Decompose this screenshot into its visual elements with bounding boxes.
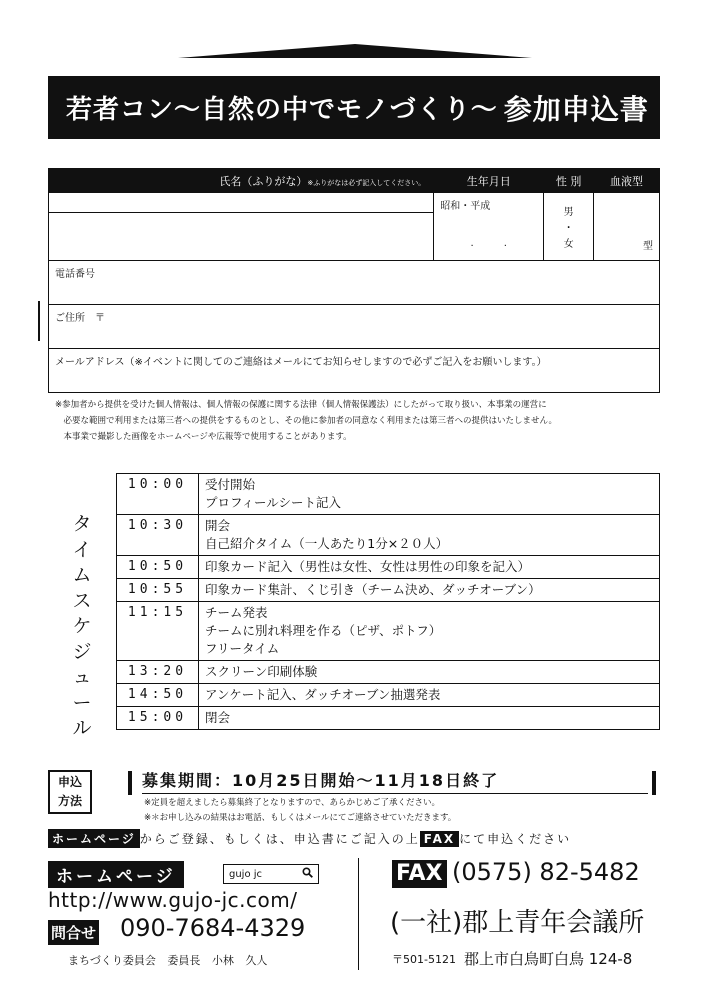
date-dots: . . <box>470 238 507 249</box>
address <box>392 948 632 969</box>
street-address: 郡上市白鳥町白鳥 124-8 <box>463 950 633 968</box>
gender-female: 女 <box>563 239 574 250</box>
email-label: メールアドレス（※イベントに関してのご連絡はメールにてお知らせしますので必ずご記入をお願いします。） <box>55 357 547 368</box>
schedule-label-char: ー <box>72 691 92 714</box>
fax-number: (0575) 82-5482 <box>452 858 640 886</box>
period-note-1: ※定員を超えましたら募集終了となりますので、あらかじめご了承ください。 <box>144 798 440 808</box>
table-row <box>117 661 660 684</box>
period-bar-left <box>128 771 132 795</box>
gender-male: 男 <box>563 207 574 218</box>
schedule-time: 14:50 <box>117 684 199 707</box>
schedule-label-char: ル <box>72 717 92 739</box>
phone-label: 電話番号 <box>55 269 95 280</box>
apply-box-line: 申込 <box>57 775 82 789</box>
application-form <box>48 168 660 393</box>
contact-person: まちづくり委員会 委員長 小林 久人 <box>68 954 268 967</box>
how-to-apply <box>48 829 571 848</box>
email-field[interactable] <box>49 349 660 393</box>
schedule-time: 11:15 <box>117 602 199 661</box>
margin-mark <box>38 301 40 341</box>
table-row <box>117 556 660 579</box>
name-header: 氏名（ふりがな）※ふりがなは必ず記入してください。 <box>49 169 434 193</box>
privacy-note <box>55 397 665 445</box>
organization-name: (一社)郡上青年会議所 <box>390 908 645 938</box>
apply-method-box <box>48 770 92 814</box>
postal-code: 〒501-5121 <box>392 952 456 966</box>
birth-header: 生年月日 <box>434 169 544 193</box>
schedule-label-char: ス <box>72 589 92 612</box>
blood-suffix: 型 <box>643 241 653 252</box>
furigana-field[interactable] <box>49 193 434 213</box>
recruitment-period: 募集期間：10月25日開始～11月18日終了 <box>142 771 500 790</box>
table-row <box>117 707 660 730</box>
birth-field[interactable] <box>434 193 544 261</box>
howto-mid-text: からご登録、もしくは、申込書にご記入の上 <box>139 832 420 846</box>
schedule-label-char: タ <box>72 513 92 535</box>
period-bar-right <box>652 771 656 795</box>
vertical-divider <box>358 858 359 970</box>
schedule-time: 13:20 <box>117 661 199 684</box>
schedule-time: 10:55 <box>117 579 199 602</box>
schedule-time: 10:00 <box>117 474 199 515</box>
howto-end-text: にて申込ください <box>459 832 572 846</box>
website-url[interactable]: http://www.gujo-jc.com/ <box>48 888 298 912</box>
schedule-vertical-label <box>70 512 94 742</box>
homepage-label: ホームページ <box>48 861 184 888</box>
schedule-item: 閉会 <box>199 707 660 730</box>
privacy-line: ※参加者から提供を受けた個人情報は、個人情報の保護に関する法律（個人情報保護法）にしたがって取り扱い、本事業の運営に <box>55 400 547 410</box>
name-field[interactable] <box>49 213 434 261</box>
gender-dot: ・ <box>563 223 574 234</box>
privacy-line: 必要な範囲で利用または第三者への提供をするものとし、その他に参加者の同意なく利用または第三者への提供はいたしません。 <box>55 416 558 426</box>
phone-number: 090-7684-4329 <box>120 914 306 942</box>
schedule-label-char: ム <box>72 564 92 586</box>
name-note: ※ふりがなは必ず記入してください。 <box>307 178 426 187</box>
gender-header: 性 別 <box>544 169 594 193</box>
title-triangle-decoration <box>178 44 532 58</box>
privacy-line: 本事業で撮影した画像をホームページや広報等で使用することがあります。 <box>55 432 352 442</box>
schedule-item: 印象カード記入（男性は女性、女性は男性の印象を記入） <box>199 556 660 579</box>
table-row <box>117 684 660 707</box>
page-title <box>48 76 660 139</box>
table-row <box>117 602 660 661</box>
title-sub: 参加申込書 <box>503 92 649 126</box>
time-schedule-table <box>116 473 660 730</box>
schedule-label-char: イ <box>72 538 92 561</box>
schedule-label-char: ュ <box>72 666 92 688</box>
table-row <box>117 515 660 556</box>
period-note-2: ※＊お申し込みの結果はお電話、もしくはメールにてご連絡させていただきます。 <box>144 813 457 823</box>
search-box[interactable] <box>223 864 319 884</box>
fax-label: FAX <box>392 860 447 888</box>
schedule-item: アンケート記入、ダッチオーブン抽選発表 <box>199 684 660 707</box>
table-row <box>117 579 660 602</box>
schedule-item: スクリーン印刷体験 <box>199 661 660 684</box>
title-main: 若者コン～自然の中でモノづくり～ <box>66 95 498 125</box>
schedule-label-char: ケ <box>72 615 92 637</box>
period-underline <box>142 793 648 794</box>
search-text: gujo jc <box>229 868 263 880</box>
era-label: 昭和・平成 <box>440 201 491 212</box>
schedule-label-char: ジ <box>72 640 92 663</box>
address-label: ご住所 〒 <box>55 313 105 324</box>
howto-hp-label: ホームページ <box>48 829 140 848</box>
gender-field[interactable] <box>544 193 594 261</box>
inquiry-label: 問合せ <box>48 920 99 945</box>
address-field[interactable] <box>49 305 660 349</box>
schedule-item: 開会 自己紹介タイム（一人あたり1分×２０人） <box>199 515 660 556</box>
search-icon[interactable] <box>302 867 313 881</box>
phone-field[interactable] <box>49 261 660 305</box>
apply-box-line: 方法 <box>57 794 82 808</box>
blood-field[interactable] <box>594 193 660 261</box>
schedule-time: 10:30 <box>117 515 199 556</box>
howto-fax-label: FAX <box>420 831 459 847</box>
schedule-item: 受付開始 プロフィールシート記入 <box>199 474 660 515</box>
table-row <box>117 474 660 515</box>
schedule-time: 15:00 <box>117 707 199 730</box>
schedule-item: チーム発表 チームに別れ料理を作る（ピザ、ポトフ） フリータイム <box>199 602 660 661</box>
schedule-time: 10:50 <box>117 556 199 579</box>
schedule-item: 印象カード集計、くじ引き（チーム決め、ダッチオーブン） <box>199 579 660 602</box>
blood-header: 血液型 <box>594 169 660 193</box>
